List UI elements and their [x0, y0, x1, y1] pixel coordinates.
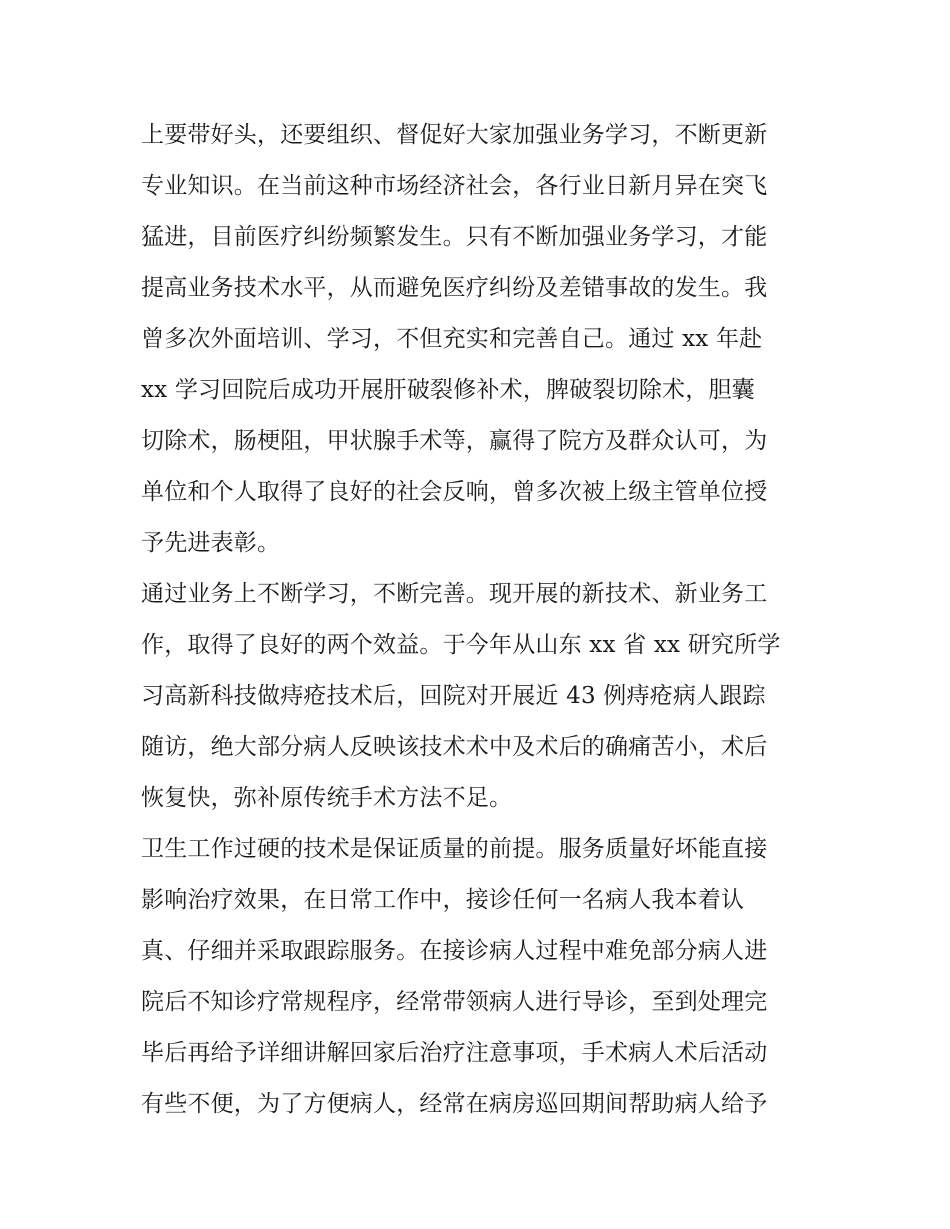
text-line: 曾多次外面培训、学习，不但充实和完善自己。通过 xx 年赴 [141, 326, 763, 352]
text-line: 上要带好头，还要组织、督促好大家加强业务学习，不断更新 [141, 122, 768, 148]
text-line: 毕后再给予详细讲解回家后治疗注意事项，手术病人术后活动 [141, 1040, 768, 1066]
text-line: 切除术，肠梗阻，甲状腺手术等，赢得了院方及群众认可，为 [141, 428, 768, 454]
text-line: 卫生工作过硬的技术是保证质量的前提。服务质量好坏能直接 [141, 836, 768, 862]
text-line: 专业知识。在当前这种市场经济社会，各行业日新月异在突飞 [141, 173, 768, 199]
text-line: 院后不知诊疗常规程序，经常带领病人进行导诊，至到处理完 [141, 989, 768, 1015]
body-text [141, 110, 821, 1130]
text-line: 有些不便，为了方便病人，经常在病房巡回期间帮助病人给予 [141, 1091, 768, 1117]
text-line: 提高业务技术水平，从而避免医疗纠纷及差错事故的发生。我 [141, 275, 768, 301]
text-line: 予先进表彰。 [141, 530, 281, 556]
text-line: xx 学习回院后成功开展肝破裂修补术，脾破裂切除术，胆囊 [141, 377, 755, 403]
text-line: 恢复快，弥补原传统手术方法不足。 [141, 785, 513, 811]
text-line: 作，取得了良好的两个效益。于今年从山东 xx 省 xx 研究所学 [141, 632, 781, 658]
text-line: 猛进，目前医疗纠纷频繁发生。只有不断加强业务学习，才能 [141, 224, 768, 250]
text-line: 通过业务上不断学习，不断完善。现开展的新技术、新业务工 [141, 581, 768, 607]
text-line: 习高新科技做痔疮技术后，回院对开展近 43 例痔疮病人跟踪 [141, 683, 766, 709]
text-line: 影响治疗效果，在日常工作中，接诊任何一名病人我本着认 [141, 887, 745, 913]
text-line: 随访，绝大部分病人反映该技术术中及术后的确痛苦小，术后 [141, 734, 768, 760]
text-line: 真、仔细并采取跟踪服务。在接诊病人过程中难免部分病人进 [141, 938, 768, 964]
text-line: 单位和个人取得了良好的社会反响，曾多次被上级主管单位授 [141, 479, 768, 505]
